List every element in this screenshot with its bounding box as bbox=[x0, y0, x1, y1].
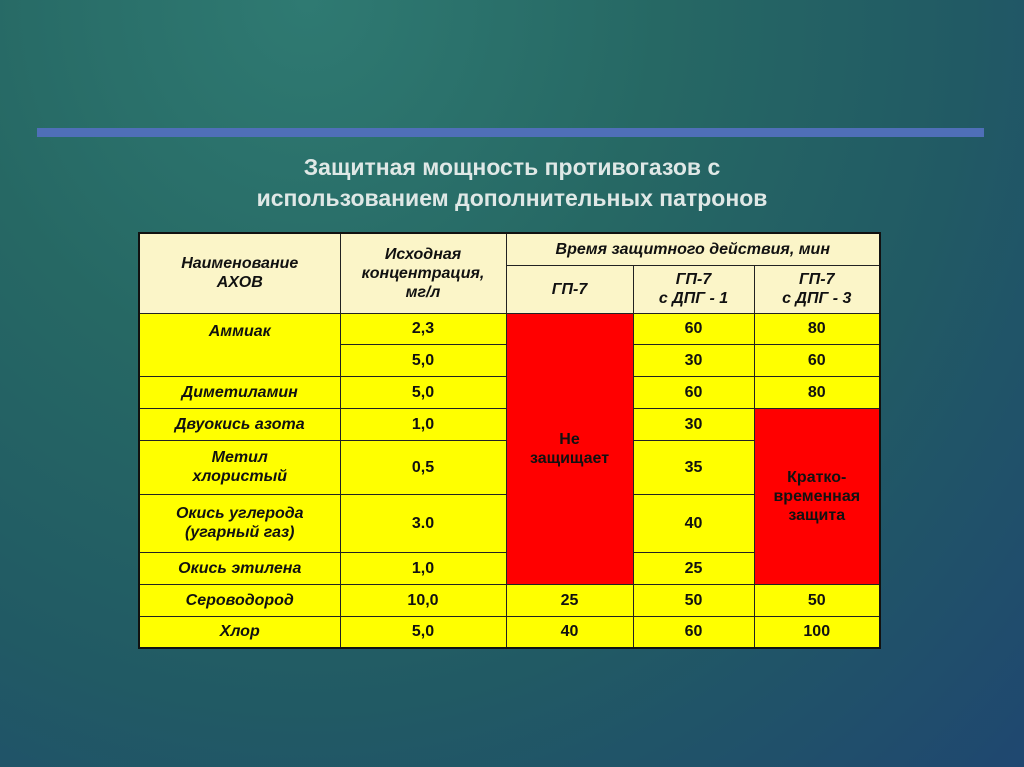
table-row bbox=[139, 584, 880, 616]
gp7-cell: 40 bbox=[506, 616, 633, 648]
concentration-cell: 2,3 bbox=[340, 313, 506, 344]
dpg3-cell: 80 bbox=[754, 313, 880, 344]
title-line-1: Защитная мощность противогазов с bbox=[303, 154, 721, 180]
dpg1-cell: 30 bbox=[633, 408, 754, 440]
header-gp7-dpg3: ГП-7 с ДПГ - 3 bbox=[754, 265, 880, 313]
table-row bbox=[139, 616, 880, 648]
substance-name: Диметиламин bbox=[139, 376, 340, 408]
substance-name: Окись этилена bbox=[139, 552, 340, 584]
page-title bbox=[0, 152, 1024, 214]
dpg3-cell: 100 bbox=[754, 616, 880, 648]
dpg3-cell: 50 bbox=[754, 584, 880, 616]
title-rule bbox=[37, 128, 984, 137]
short-term-protection-cell: Кратко- временная защита bbox=[754, 408, 880, 584]
dpg1-cell: 60 bbox=[633, 376, 754, 408]
dpg3-cell: 80 bbox=[754, 376, 880, 408]
dpg1-cell: 60 bbox=[633, 616, 754, 648]
substance-name: Окись углерода (угарный газ) bbox=[139, 494, 340, 552]
concentration-cell: 1,0 bbox=[340, 552, 506, 584]
header-name: Наименование АХОВ bbox=[139, 233, 340, 313]
substance-name: Хлор bbox=[139, 616, 340, 648]
table-row bbox=[139, 313, 880, 344]
dpg1-cell: 60 bbox=[633, 313, 754, 344]
dpg1-cell: 50 bbox=[633, 584, 754, 616]
header-gp7: ГП-7 bbox=[506, 265, 633, 313]
dpg1-cell: 40 bbox=[633, 494, 754, 552]
concentration-cell: 5,0 bbox=[340, 376, 506, 408]
substance-name: Аммиак bbox=[139, 313, 340, 376]
gp7-cell: 25 bbox=[506, 584, 633, 616]
dpg3-cell: 60 bbox=[754, 344, 880, 376]
no-protection-cell: Не защищает bbox=[506, 313, 633, 584]
concentration-cell: 3.0 bbox=[340, 494, 506, 552]
dpg1-cell: 30 bbox=[633, 344, 754, 376]
concentration-cell: 5,0 bbox=[340, 616, 506, 648]
dpg1-cell: 35 bbox=[633, 440, 754, 494]
header-concentration: Исходная концентрация, мг/л bbox=[340, 233, 506, 313]
header-protection-time: Время защитного действия, мин bbox=[506, 233, 880, 265]
substance-name: Двуокись азота bbox=[139, 408, 340, 440]
concentration-cell: 10,0 bbox=[340, 584, 506, 616]
dpg1-cell: 25 bbox=[633, 552, 754, 584]
concentration-cell: 0,5 bbox=[340, 440, 506, 494]
concentration-cell: 1,0 bbox=[340, 408, 506, 440]
substance-name: Сероводород bbox=[139, 584, 340, 616]
protection-table bbox=[138, 232, 881, 649]
header-gp7-dpg1: ГП-7 с ДПГ - 1 bbox=[633, 265, 754, 313]
substance-name: Метил хлористый bbox=[139, 440, 340, 494]
concentration-cell: 5,0 bbox=[340, 344, 506, 376]
title-line-2: использованием дополнительных патронов bbox=[256, 185, 768, 211]
